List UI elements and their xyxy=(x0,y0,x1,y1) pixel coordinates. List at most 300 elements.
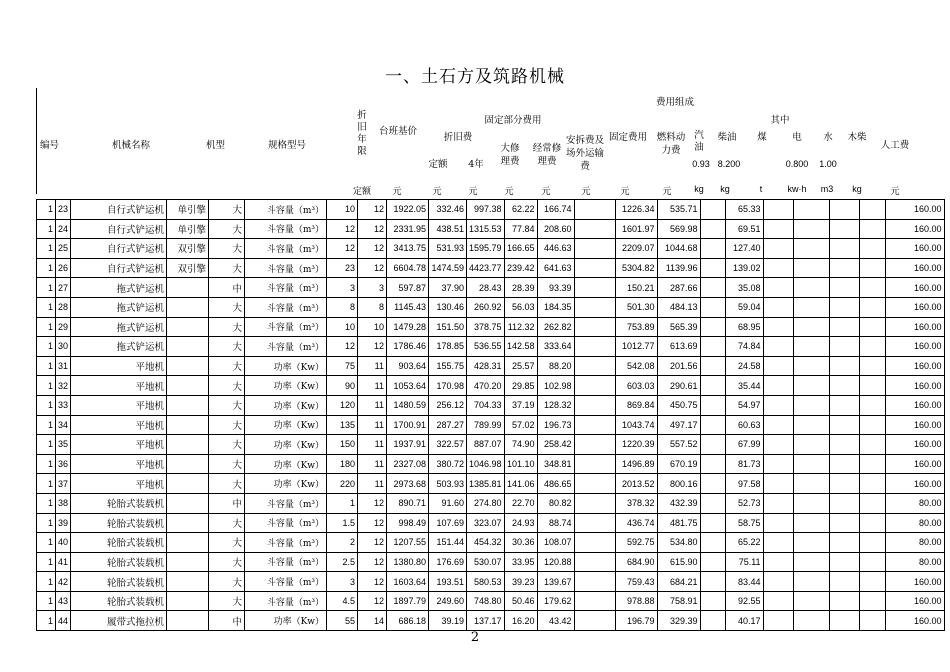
table-row xyxy=(37,317,945,337)
cell-price: 686.18 xyxy=(387,611,429,631)
cell-a: 1 xyxy=(37,533,56,553)
cell-water xyxy=(829,317,859,337)
cell-price: 2331.95 xyxy=(387,219,429,239)
table-row xyxy=(37,591,945,611)
cell-name: 轮胎式装载机 xyxy=(71,591,167,611)
cell-price: 1380.80 xyxy=(387,552,429,572)
cell-coal xyxy=(763,337,793,357)
cell-cap: 75 xyxy=(327,356,358,376)
cell-b: 44 xyxy=(56,611,71,631)
cell-name: 平地机 xyxy=(71,454,167,474)
cell-dsl: 139.02 xyxy=(725,258,763,278)
cell-coal xyxy=(763,572,793,592)
cell-wood xyxy=(859,278,885,298)
cell-a: 1 xyxy=(37,493,56,513)
cell-wood xyxy=(859,572,885,592)
cell-dep: 287.27 xyxy=(429,415,467,435)
cell-fuel: 535.71 xyxy=(657,200,700,220)
cell-fuel: 481.75 xyxy=(657,513,700,533)
cell-b: 33 xyxy=(56,395,71,415)
cell-fuel: 613.69 xyxy=(657,337,700,357)
cell-fuel: 450.75 xyxy=(657,395,700,415)
cell-name: 自行式铲运机 xyxy=(71,219,167,239)
cell-ovh: 33.95 xyxy=(504,552,537,572)
header-firewood: 木柴 xyxy=(847,132,867,143)
cell-fix: 1012.77 xyxy=(615,337,657,357)
cell-ins xyxy=(574,258,615,278)
cell-water xyxy=(829,297,859,317)
cell-elec xyxy=(793,258,829,278)
header-shift-price: 台班基价 xyxy=(378,126,417,137)
cell-dep: 503.93 xyxy=(429,474,467,494)
cell-cat xyxy=(167,572,209,592)
cell-size: 大 xyxy=(209,591,245,611)
cell-wood xyxy=(859,337,885,357)
cell-b: 40 xyxy=(56,533,71,553)
cell-price: 998.49 xyxy=(387,513,429,533)
cell-mnt: 108.07 xyxy=(537,533,574,553)
cell-dsl: 60.63 xyxy=(725,415,763,435)
cell-fuel: 201.56 xyxy=(657,356,700,376)
cell-dep4: 260.92 xyxy=(467,297,505,317)
cell-mnt: 80.82 xyxy=(537,493,574,513)
unit: t xyxy=(759,184,763,194)
cell-ins xyxy=(574,591,615,611)
cell-cap: 12 xyxy=(327,337,358,357)
cell-dep4: 137.17 xyxy=(467,611,505,631)
cell-b: 31 xyxy=(56,356,71,376)
cell-elec xyxy=(793,415,829,435)
cell-fix: 592.75 xyxy=(615,533,657,553)
header-four-year: 4年 xyxy=(468,159,484,170)
machinery-table xyxy=(36,199,945,631)
cell-a: 1 xyxy=(37,297,56,317)
cell-mnt: 88.74 xyxy=(537,513,574,533)
cell-elec xyxy=(793,356,829,376)
cell-ovh: 25.57 xyxy=(504,356,537,376)
cell-spec: 功率（Kw） xyxy=(245,474,327,494)
cell-cat xyxy=(167,493,209,513)
cell-name: 自行式铲运机 xyxy=(71,239,167,259)
cell-water xyxy=(829,395,859,415)
cell-gas xyxy=(700,395,725,415)
unit: m3 xyxy=(820,184,834,194)
cell-dep4: 1595.79 xyxy=(467,239,505,259)
cell-ovh: 57.02 xyxy=(504,415,537,435)
cell-b: 32 xyxy=(56,376,71,396)
cell-mnt: 486.65 xyxy=(537,474,574,494)
cell-gas xyxy=(700,533,725,553)
cell-coal xyxy=(763,297,793,317)
cell-a: 1 xyxy=(37,552,56,572)
unit: 元 xyxy=(468,186,478,196)
cell-lab: 160.00 xyxy=(885,337,944,357)
cell-size: 大 xyxy=(209,376,245,396)
cell-dsl: 81.73 xyxy=(725,454,763,474)
cell-price: 1937.91 xyxy=(387,435,429,455)
cell-cat: 单引擎 xyxy=(167,200,209,220)
header-left-border xyxy=(36,88,37,194)
cell-lab: 160.00 xyxy=(885,474,944,494)
table-row xyxy=(37,474,945,494)
cell-wood xyxy=(859,219,885,239)
cell-lab: 160.00 xyxy=(885,454,944,474)
cell-lab: 160.00 xyxy=(885,395,944,415)
cell-mnt: 93.39 xyxy=(537,278,574,298)
header-fixed-part: 固定部分费用 xyxy=(484,115,542,126)
cell-b: 29 xyxy=(56,317,71,337)
cell-a: 1 xyxy=(37,395,56,415)
cell-dep: 176.69 xyxy=(429,552,467,572)
cell-mnt: 348.81 xyxy=(537,454,574,474)
cell-yrs: 12 xyxy=(358,239,387,259)
cell-fix: 753.89 xyxy=(615,317,657,337)
cell-dep: 151.44 xyxy=(429,533,467,553)
cell-elec xyxy=(793,239,829,259)
cell-b: 24 xyxy=(56,219,71,239)
cell-dep: 531.93 xyxy=(429,239,467,259)
cell-elec xyxy=(793,395,829,415)
cell-wood xyxy=(859,258,885,278)
unit: 元 xyxy=(620,186,630,196)
table-row xyxy=(37,258,945,278)
header-of-which: 其中 xyxy=(770,115,790,126)
unit: kw·h xyxy=(787,184,807,194)
cell-cap: 3 xyxy=(327,572,358,592)
cell-spec: 功率（Kw） xyxy=(245,356,327,376)
cell-ins xyxy=(574,200,615,220)
cell-wood xyxy=(859,395,885,415)
cell-coal xyxy=(763,219,793,239)
cell-water xyxy=(829,552,859,572)
cell-wood xyxy=(859,454,885,474)
cell-name: 平地机 xyxy=(71,435,167,455)
cell-lab: 80.00 xyxy=(885,493,944,513)
cell-a: 1 xyxy=(37,278,56,298)
cell-dsl: 35.08 xyxy=(725,278,763,298)
cell-coal xyxy=(763,493,793,513)
cell-dsl: 40.17 xyxy=(725,611,763,631)
cell-name: 平地机 xyxy=(71,474,167,494)
cell-coal xyxy=(763,356,793,376)
unit: 元 xyxy=(432,186,442,196)
cell-yrs: 11 xyxy=(358,395,387,415)
cell-dep: 193.51 xyxy=(429,572,467,592)
cell-lab: 80.00 xyxy=(885,552,944,572)
cell-fuel: 287.66 xyxy=(657,278,700,298)
table-row xyxy=(37,552,945,572)
cell-fix: 196.79 xyxy=(615,611,657,631)
cell-fuel: 329.39 xyxy=(657,611,700,631)
cell-ins xyxy=(574,533,615,553)
cell-cat xyxy=(167,337,209,357)
cell-wood xyxy=(859,297,885,317)
cell-cap: 12 xyxy=(327,239,358,259)
cell-coal xyxy=(763,415,793,435)
cell-fuel: 484.13 xyxy=(657,297,700,317)
cell-mnt: 184.35 xyxy=(537,297,574,317)
cell-ovh: 142.58 xyxy=(504,337,537,357)
cell-wood xyxy=(859,474,885,494)
cell-gas xyxy=(700,513,725,533)
cell-yrs: 12 xyxy=(358,258,387,278)
cell-elec xyxy=(793,200,829,220)
header-name: 机械名称 xyxy=(112,140,151,151)
cell-fuel: 432.39 xyxy=(657,493,700,513)
cell-coal xyxy=(763,200,793,220)
cell-dep: 1474.59 xyxy=(429,258,467,278)
cell-dsl: 83.44 xyxy=(725,572,763,592)
cell-elec xyxy=(793,513,829,533)
cell-name: 轮胎式装载机 xyxy=(71,533,167,553)
cell-spec: 功率（Kw） xyxy=(245,454,327,474)
cell-lab: 160.00 xyxy=(885,572,944,592)
cell-spec: 斗容量（m³） xyxy=(245,337,327,357)
cell-water xyxy=(829,376,859,396)
cell-lab: 160.00 xyxy=(885,258,944,278)
cell-name: 平地机 xyxy=(71,395,167,415)
cell-dep: 322.57 xyxy=(429,435,467,455)
cell-ins xyxy=(574,219,615,239)
cell-yrs: 12 xyxy=(358,200,387,220)
cell-mnt: 102.98 xyxy=(537,376,574,396)
cell-dep: 438.51 xyxy=(429,219,467,239)
cell-a: 1 xyxy=(37,219,56,239)
cell-lab: 160.00 xyxy=(885,219,944,239)
cell-b: 42 xyxy=(56,572,71,592)
cell-dsl: 69.51 xyxy=(725,219,763,239)
page-number: 2 xyxy=(470,630,480,645)
cell-price: 2327.08 xyxy=(387,454,429,474)
cell-gas xyxy=(700,591,725,611)
electricity-price: 0.800 xyxy=(785,159,809,169)
header-model: 机型 xyxy=(206,140,226,151)
cell-gas xyxy=(700,493,725,513)
cell-dep4: 748.80 xyxy=(467,591,505,611)
cell-ins xyxy=(574,552,615,572)
cell-ins xyxy=(574,454,615,474)
cell-water xyxy=(829,239,859,259)
cell-a: 1 xyxy=(37,513,56,533)
cell-ins xyxy=(574,572,615,592)
cell-lab: 160.00 xyxy=(885,297,944,317)
header-gasoline: 汽油 xyxy=(694,130,704,153)
cell-yrs: 11 xyxy=(358,356,387,376)
cell-fuel: 569.98 xyxy=(657,219,700,239)
cell-spec: 斗容量（m³） xyxy=(245,533,327,553)
cell-cat xyxy=(167,513,209,533)
cell-dep4: 274.80 xyxy=(467,493,505,513)
cell-fix: 5304.82 xyxy=(615,258,657,278)
cell-coal xyxy=(763,591,793,611)
cell-fix: 759.43 xyxy=(615,572,657,592)
cell-water xyxy=(829,200,859,220)
table-row xyxy=(37,219,945,239)
cell-size: 大 xyxy=(209,552,245,572)
cell-spec: 斗容量（m³） xyxy=(245,200,327,220)
cell-wood xyxy=(859,435,885,455)
cell-coal xyxy=(763,278,793,298)
cell-spec: 斗容量（m³） xyxy=(245,572,327,592)
cell-a: 1 xyxy=(37,591,56,611)
table-row xyxy=(37,454,945,474)
cell-fix: 542.08 xyxy=(615,356,657,376)
cell-spec: 功率（Kw） xyxy=(245,395,327,415)
cell-dep: 256.12 xyxy=(429,395,467,415)
cell-elec xyxy=(793,337,829,357)
cell-dsl: 24.58 xyxy=(725,356,763,376)
cell-mnt: 128.32 xyxy=(537,395,574,415)
cell-price: 2973.68 xyxy=(387,474,429,494)
cell-elec xyxy=(793,376,829,396)
cell-gas xyxy=(700,297,725,317)
cell-a: 1 xyxy=(37,611,56,631)
cell-elec xyxy=(793,552,829,572)
cell-size: 大 xyxy=(209,513,245,533)
cell-gas xyxy=(700,317,725,337)
cell-b: 25 xyxy=(56,239,71,259)
cell-yrs: 10 xyxy=(358,317,387,337)
unit: 元 xyxy=(541,186,551,196)
cell-size: 大 xyxy=(209,415,245,435)
unit: kg xyxy=(852,184,862,194)
cell-b: 30 xyxy=(56,337,71,357)
cell-fuel: 615.90 xyxy=(657,552,700,572)
table-row xyxy=(37,493,945,513)
cell-dep4: 704.33 xyxy=(467,395,505,415)
unit: 元 xyxy=(504,186,514,196)
cell-spec: 斗容量（m³） xyxy=(245,278,327,298)
header-water: 水 xyxy=(823,132,833,143)
cell-lab: 160.00 xyxy=(885,239,944,259)
cell-cat xyxy=(167,278,209,298)
table-row xyxy=(37,395,945,415)
cell-elec xyxy=(793,297,829,317)
cell-fuel: 557.52 xyxy=(657,435,700,455)
cell-dep: 151.50 xyxy=(429,317,467,337)
cell-cat xyxy=(167,317,209,337)
cell-lab: 160.00 xyxy=(885,591,944,611)
cell-ins xyxy=(574,317,615,337)
cell-size: 大 xyxy=(209,317,245,337)
cell-size: 大 xyxy=(209,200,245,220)
cell-yrs: 12 xyxy=(358,533,387,553)
cell-fix: 501.30 xyxy=(615,297,657,317)
cell-mnt: 120.88 xyxy=(537,552,574,572)
cell-spec: 斗容量（m³） xyxy=(245,297,327,317)
cell-cap: 3 xyxy=(327,278,358,298)
cell-name: 平地机 xyxy=(71,415,167,435)
cell-cat xyxy=(167,376,209,396)
cell-water xyxy=(829,611,859,631)
cell-price: 1479.28 xyxy=(387,317,429,337)
cell-gas xyxy=(700,572,725,592)
cell-wood xyxy=(859,239,885,259)
table-row xyxy=(37,297,945,317)
cell-ovh: 101.10 xyxy=(504,454,537,474)
cell-elec xyxy=(793,611,829,631)
cell-cap: 4.5 xyxy=(327,591,358,611)
cell-fix: 378.32 xyxy=(615,493,657,513)
cell-ins xyxy=(574,435,615,455)
cell-wood xyxy=(859,376,885,396)
cell-coal xyxy=(763,611,793,631)
cell-gas xyxy=(700,337,725,357)
cell-ovh: 74.90 xyxy=(504,435,537,455)
header-dep-years: 折旧年限 xyxy=(357,110,367,157)
diesel-price: 8.200 xyxy=(717,159,741,169)
cell-mnt: 179.62 xyxy=(537,591,574,611)
cell-cap: 120 xyxy=(327,395,358,415)
cell-spec: 斗容量（m³） xyxy=(245,317,327,337)
cell-cap: 150 xyxy=(327,435,358,455)
cell-elec xyxy=(793,572,829,592)
cell-price: 3413.75 xyxy=(387,239,429,259)
cell-ovh: 39.23 xyxy=(504,572,537,592)
cell-dsl: 75.11 xyxy=(725,552,763,572)
cell-cat xyxy=(167,552,209,572)
cell-water xyxy=(829,278,859,298)
cell-mnt: 641.63 xyxy=(537,258,574,278)
cell-name: 轮胎式装载机 xyxy=(71,513,167,533)
cell-ins xyxy=(574,611,615,631)
cell-b: 27 xyxy=(56,278,71,298)
cell-dep4: 789.99 xyxy=(467,415,505,435)
cell-price: 1145.43 xyxy=(387,297,429,317)
cell-price: 1700.91 xyxy=(387,415,429,435)
cell-fuel: 1139.96 xyxy=(657,258,700,278)
table-row xyxy=(37,239,945,259)
cell-cat xyxy=(167,415,209,435)
cell-cat xyxy=(167,474,209,494)
cell-coal xyxy=(763,474,793,494)
cell-fuel: 684.21 xyxy=(657,572,700,592)
cell-size: 大 xyxy=(209,219,245,239)
cell-cat xyxy=(167,454,209,474)
cell-ovh: 62.22 xyxy=(504,200,537,220)
cell-fix: 1043.74 xyxy=(615,415,657,435)
cell-water xyxy=(829,454,859,474)
table-row xyxy=(37,376,945,396)
table-row xyxy=(37,513,945,533)
cell-spec: 斗容量（m³） xyxy=(245,219,327,239)
cell-b: 41 xyxy=(56,552,71,572)
cell-cat xyxy=(167,435,209,455)
cell-water xyxy=(829,415,859,435)
cell-gas xyxy=(700,552,725,572)
cell-fuel: 758.91 xyxy=(657,591,700,611)
cell-dep4: 887.07 xyxy=(467,435,505,455)
cell-size: 大 xyxy=(209,474,245,494)
cell-size: 大 xyxy=(209,356,245,376)
cell-cap: 135 xyxy=(327,415,358,435)
cell-cap: 1.5 xyxy=(327,513,358,533)
cell-dep: 39.19 xyxy=(429,611,467,631)
cell-yrs: 11 xyxy=(358,376,387,396)
cell-coal xyxy=(763,395,793,415)
cell-a: 1 xyxy=(37,337,56,357)
cell-b: 37 xyxy=(56,474,71,494)
cell-fuel: 1044.68 xyxy=(657,239,700,259)
cell-a: 1 xyxy=(37,376,56,396)
cell-b: 35 xyxy=(56,435,71,455)
cell-gas xyxy=(700,356,725,376)
cell-mnt: 139.67 xyxy=(537,572,574,592)
cell-dep4: 536.55 xyxy=(467,337,505,357)
cell-cat xyxy=(167,356,209,376)
cell-dep: 130.46 xyxy=(429,297,467,317)
table-row xyxy=(37,572,945,592)
